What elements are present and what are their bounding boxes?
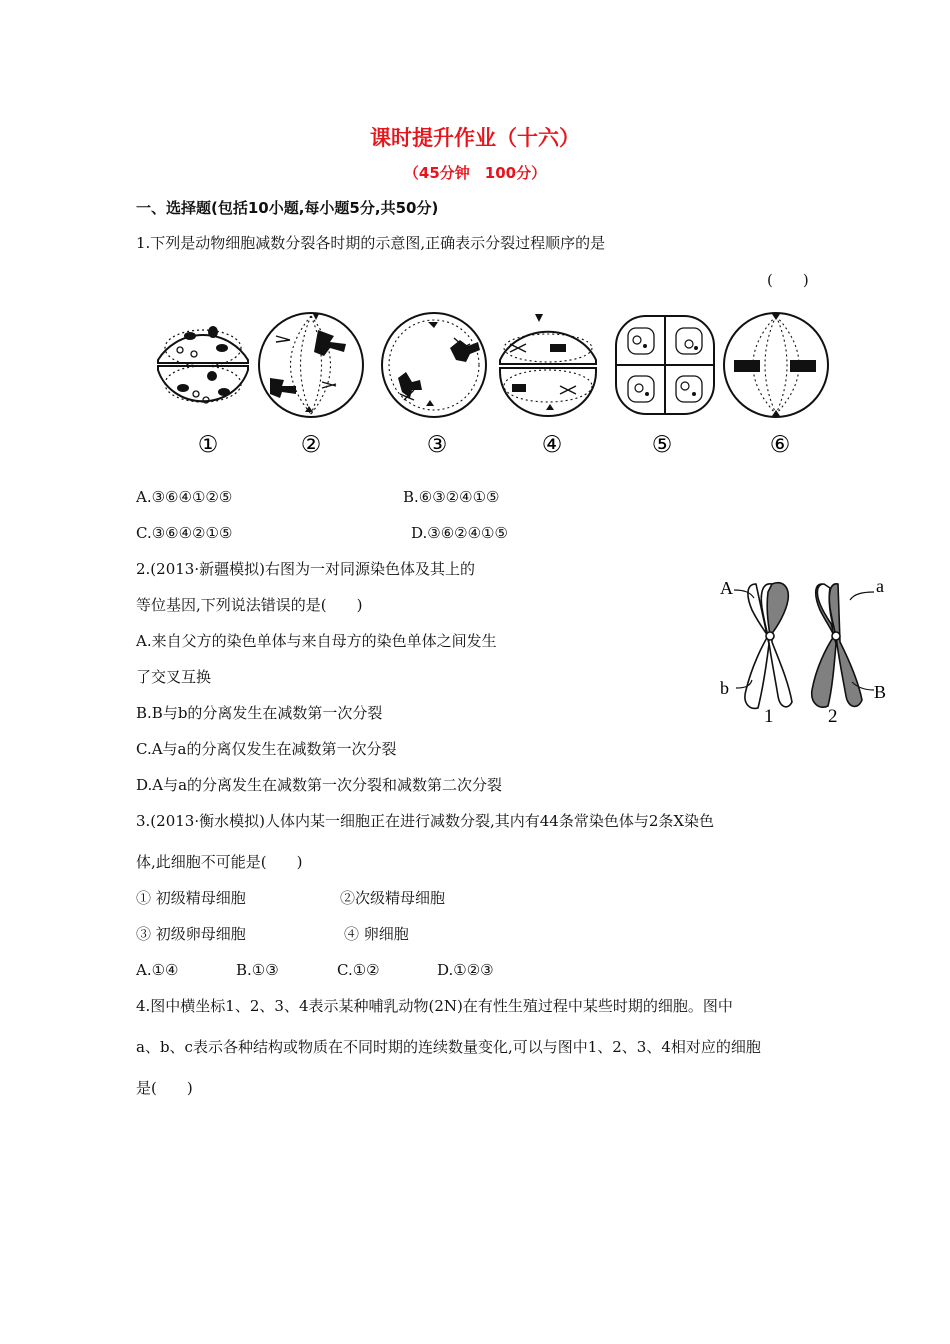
q1-option-c: C.③⑥④②①⑤ — [136, 524, 233, 542]
q1-stem: 1.下列是动物细胞减数分裂各时期的示意图,正确表示分裂过程顺序的是 — [136, 234, 606, 252]
fig-label-1: ① — [197, 432, 219, 458]
fig-label-3: ③ — [426, 432, 448, 458]
q2-option-a-line2: 了交叉互换 — [136, 668, 212, 686]
cell-3-diagram — [382, 313, 486, 417]
page-subtitle: （45分钟 100分） — [403, 164, 547, 182]
q2-stem-line2: 等位基因,下列说法错误的是( ) — [136, 596, 363, 614]
cell-1-diagram — [158, 326, 248, 403]
fig-label-2: ② — [300, 432, 322, 458]
q3-item-4: ④ 卵细胞 — [344, 925, 409, 943]
q1-answer-blank: ( ) — [767, 271, 809, 289]
q4-stem-line1: 4.图中横坐标1、2、3、4表示某种哺乳动物(2N)在有性生殖过程中某些时期的细胞。图中 — [136, 997, 733, 1015]
q3-item-3: ③ 初级卵母细胞 — [136, 925, 246, 943]
q2-stem-line1: 2.(2013·新疆模拟)右图为一对同源染色体及其上的 — [136, 560, 475, 578]
q3-option-d: D.①②③ — [437, 961, 494, 979]
q3-option-b: B.①③ — [236, 961, 279, 979]
q3-item-1: ① 初级精母细胞 — [136, 889, 246, 907]
chromosome-2 — [812, 584, 862, 707]
q1-option-b: B.⑥③②④①⑤ — [403, 488, 500, 506]
gene-label-A: A — [720, 578, 733, 598]
cell-4-diagram — [500, 314, 596, 416]
section-heading: 一、选择题(包括10小题,每小题5分,共50分) — [136, 199, 439, 217]
q2-option-c: C.A与a的分离仅发生在减数第一次分裂 — [136, 740, 397, 758]
q4-stem-line3: 是( ) — [136, 1079, 193, 1097]
page-title: 课时提升作业（十六） — [370, 126, 580, 150]
cell-5-diagram — [616, 316, 714, 414]
cell-2-diagram — [259, 313, 363, 417]
q3-item-2: ②次级精母细胞 — [340, 889, 446, 907]
q2-option-a-line1: A.来自父方的染色单体与来自母方的染色单体之间发生 — [136, 632, 497, 650]
q3-option-c: C.①② — [337, 961, 380, 979]
q3-option-a: A.①④ — [136, 961, 179, 979]
q2-homologous-chromosomes-figure — [712, 572, 898, 728]
chromosome-label-2: 2 — [828, 706, 838, 727]
gene-label-b: b — [720, 678, 729, 698]
gene-label-a: a — [876, 576, 884, 596]
fig-label-6: ⑥ — [769, 432, 791, 458]
q3-stem-line2: 体,此细胞不可能是( ) — [136, 853, 303, 871]
fig-label-5: ⑤ — [651, 432, 673, 458]
chromosome-label-1: 1 — [764, 706, 774, 727]
q3-stem-line1: 3.(2013·衡水模拟)人体内某一细胞正在进行减数分裂,其内有44条常染色体与2条X染色 — [136, 812, 715, 830]
cell-6-diagram — [724, 313, 828, 417]
gene-label-B: B — [874, 682, 887, 702]
q2-option-d: D.A与a的分离发生在减数第一次分裂和减数第二次分裂 — [136, 776, 503, 794]
q1-cell-division-figure — [150, 308, 840, 468]
chromosome-1 — [745, 583, 792, 709]
q2-option-b: B.B与b的分离发生在减数第一次分裂 — [136, 704, 383, 722]
q1-option-a: A.③⑥④①②⑤ — [136, 488, 233, 506]
fig-label-4: ④ — [541, 432, 563, 458]
q4-stem-line2: a、b、c表示各种结构或物质在不同时期的连续数量变化,可以与图中1、2、3、4相对应的细胞 — [136, 1038, 761, 1056]
q1-option-d: D.③⑥②④①⑤ — [411, 524, 508, 542]
